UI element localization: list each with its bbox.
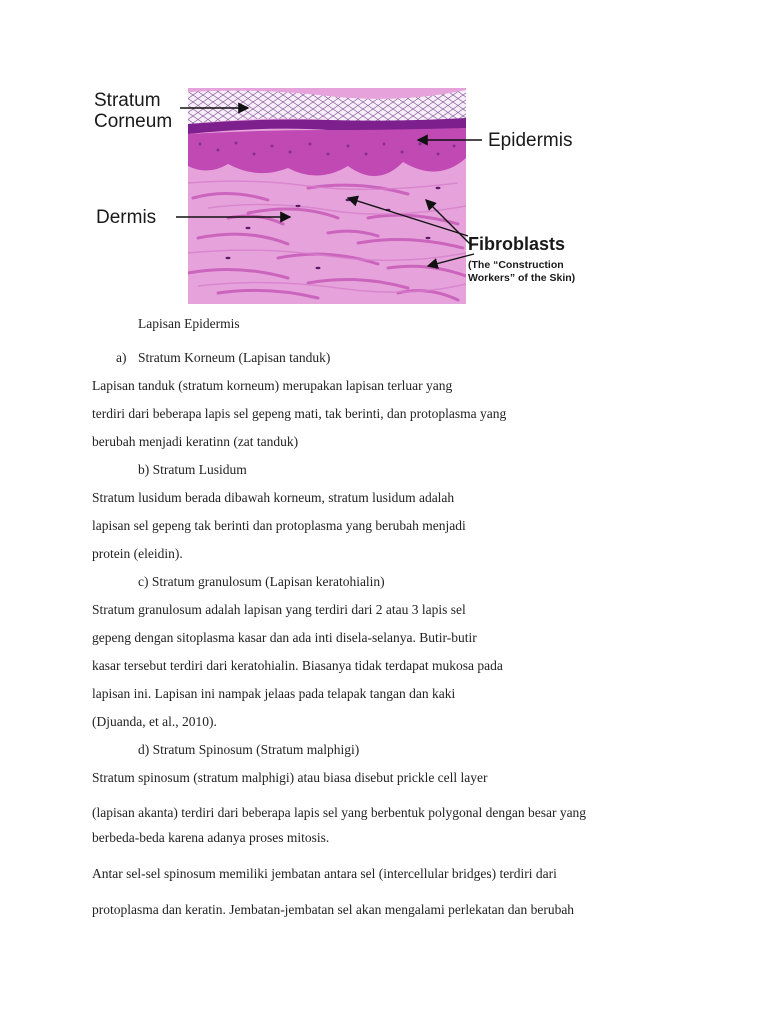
label-stratum-corneum: Stratum Corneum: [94, 90, 173, 132]
paragraph-line: Lapisan tanduk (stratum korneum) merupakan lapisan terluar yang: [92, 378, 453, 393]
subheading-stratum-spinosum: d) Stratum Spinosum (Stratum malphigi): [138, 742, 360, 757]
paragraph-line: Antar sel-sel spinosum memiliki jembatan antara sel (intercellular bridges) terdiri dari: [92, 866, 557, 881]
paragraph-line: kasar tersebut terdiri dari keratohialin. Biasanya tidak terdapat mukosa pada: [92, 658, 503, 673]
label-fibroblasts-subtitle: (The “Construction Workers” of the Skin): [468, 259, 576, 284]
skin-histology-figure: [88, 84, 600, 304]
paragraph-line: terdiri dari beberapa lapis sel gepeng mati, tak berinti, dan protoplasma yang: [92, 406, 507, 421]
label-epidermis: Epidermis: [488, 130, 573, 151]
paragraph-line: gepeng dengan sitoplasma kasar dan ada inti disela-selanya. Butir-butir: [92, 630, 477, 645]
paragraph-line: Stratum spinosum (stratum malphigi) atau biasa disebut prickle cell layer: [92, 770, 488, 785]
paragraph-line: berbeda-beda karena adanya proses mitosis.: [92, 830, 330, 845]
paragraph-line: Stratum granulosum adalah lapisan yang terdiri dari 2 atau 3 lapis sel: [92, 602, 466, 617]
paragraph-line: lapisan ini. Lapisan ini nampak jelaas pada telapak tangan dan kaki: [92, 686, 456, 701]
list-marker-a: a): [116, 350, 127, 365]
paragraph-line: (lapisan akanta) terdiri dari beberapa lapis sel yang berbentuk polygonal dengan besar yang: [92, 805, 587, 820]
paragraph-line: protoplasma dan keratin. Jembatan-jembatan sel akan mengalami perlekatan dan berubah: [92, 902, 575, 917]
subheading-stratum-lusidum: b) Stratum Lusidum: [138, 462, 247, 477]
subheading-stratum-granulosum: c) Stratum granulosum (Lapisan keratohialin): [138, 574, 385, 589]
paragraph-line: berubah menjadi keratinn (zat tanduk): [92, 434, 299, 449]
paragraph-line: protein (eleidin).: [92, 546, 183, 561]
paragraph-line: (Djuanda, et al., 2010).: [92, 714, 217, 729]
section-heading: Lapisan Epidermis: [138, 316, 240, 331]
label-fibroblasts: Fibroblasts: [468, 234, 566, 254]
paragraph-line: Stratum lusidum berada dibawah korneum, stratum lusidum adalah: [92, 490, 455, 505]
paragraph-line: lapisan sel gepeng tak berinti dan protoplasma yang berubah menjadi: [92, 518, 466, 533]
subheading-stratum-korneum: Stratum Korneum (Lapisan tanduk): [138, 350, 331, 365]
label-dermis: Dermis: [96, 207, 157, 228]
